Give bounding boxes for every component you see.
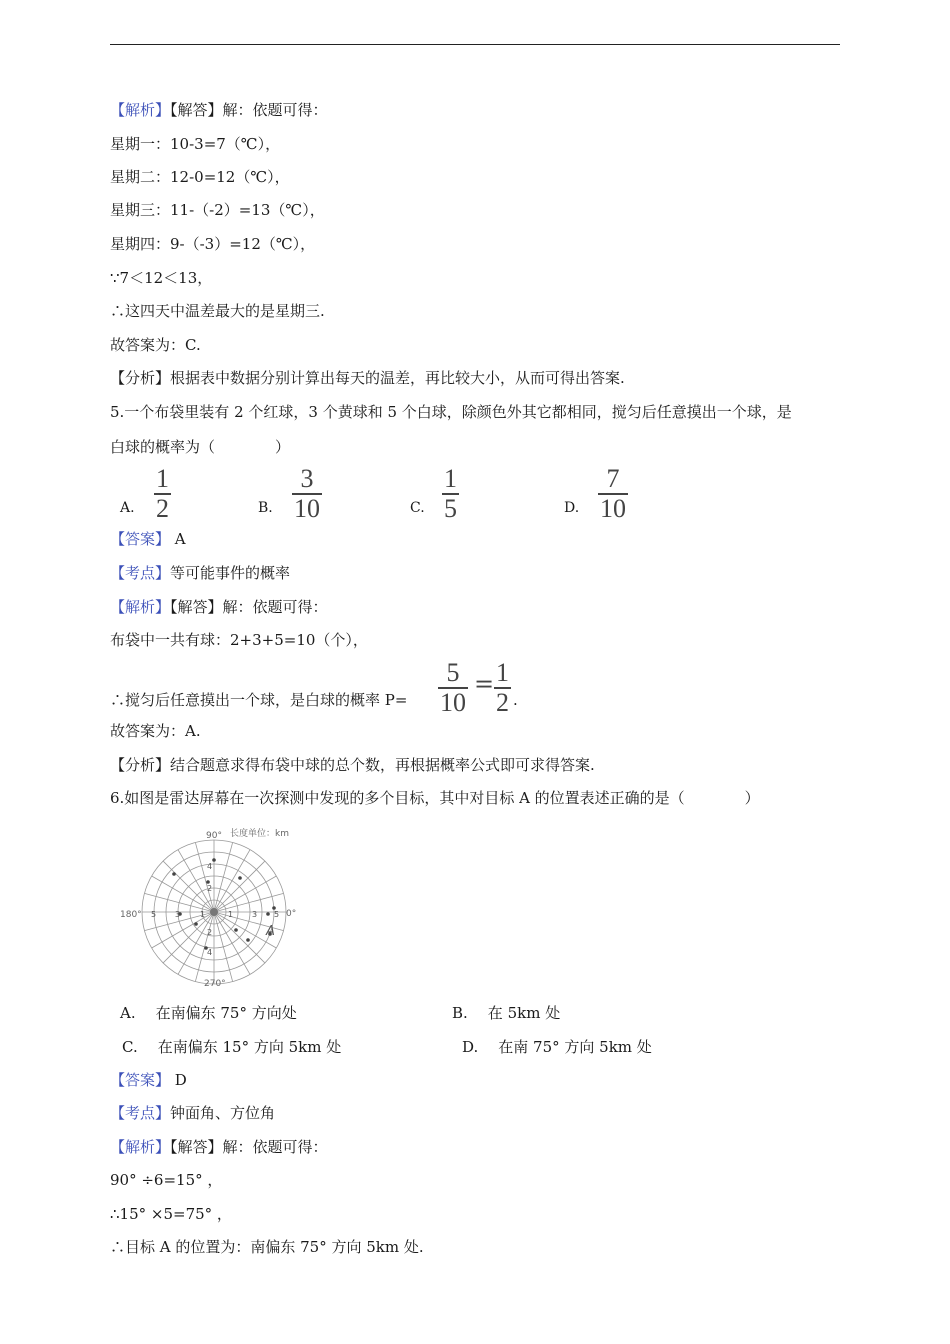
fraction: 7 10: [600, 464, 626, 523]
label-270: 270°: [204, 979, 226, 989]
summary-text: 结合题意求得布袋中球的总个数，再根据概率公式即可求得答案.: [170, 756, 595, 774]
solution-line-multiplication: ∴15° ×5=75° ，: [110, 1205, 232, 1223]
solution-line-division: 90° ÷6=15° ，: [110, 1171, 223, 1189]
radar-figure: [118, 822, 318, 992]
radar-target-dot: [194, 922, 198, 926]
q6-option-d: D. 在南 75° 方向 5km 处: [462, 1038, 652, 1056]
question-5-stem-cont: 白球的概率为（ ）: [110, 438, 291, 456]
summary-tag: 【分析】: [110, 756, 171, 774]
radar-target-dot: [246, 938, 250, 942]
header-rule: [110, 44, 840, 45]
fraction: 1 2: [496, 658, 509, 717]
radar-center: [210, 908, 218, 916]
v-label-2-bottom: 2: [207, 928, 213, 937]
solution-line-conclusion: ∴目标 A 的位置为：南偏东 75° 方向 5km 处.: [110, 1238, 424, 1256]
solution-line-answer: 故答案为：C.: [110, 336, 201, 354]
question-6-answer: [110, 1070, 187, 1090]
answer-value: D: [174, 1071, 187, 1089]
v-label-4-bottom: 4: [207, 948, 213, 957]
analysis-tag: 【解析】: [110, 598, 171, 616]
solution-line-thursday: 星期四：9-（-3）=12（℃），: [110, 235, 316, 253]
radar-spoke: [214, 912, 250, 974]
radar-target-dot: [238, 876, 242, 880]
solution-tag: 【解答】: [170, 101, 223, 119]
point-tag: 【考点】: [110, 1104, 171, 1122]
fraction: 1 5: [444, 464, 457, 523]
radar-target-dot: [172, 872, 176, 876]
v-label-4-top: 4: [207, 862, 213, 871]
solution-tag: 【解答】: [170, 598, 223, 616]
fraction: 5 10: [440, 658, 466, 717]
analysis-line: [110, 100, 328, 120]
q6-option-a: A. 在南偏东 75° 方向处: [120, 1004, 297, 1022]
solution-text: 解：依题可得：: [222, 1138, 328, 1156]
question-5-answer: [110, 529, 186, 549]
summary-tag: 【分析】: [110, 369, 171, 387]
point-value: 等可能事件的概率: [170, 564, 291, 582]
solution-text: 解：依题可得：: [222, 101, 328, 119]
answer-tag: 【答案】: [110, 530, 171, 548]
solution-tag: 【解答】: [170, 1138, 223, 1156]
solution-line-conclusion: ∴这四天中温差最大的是星期三.: [110, 302, 325, 320]
label-180: 180°: [120, 910, 142, 920]
analysis-summary-line: [110, 755, 595, 775]
answer-value: A: [174, 530, 186, 548]
target-a-label: A: [266, 924, 275, 939]
analysis-tag: 【解析】: [110, 101, 171, 119]
analysis-tag: 【解析】: [110, 1138, 171, 1156]
radar-spoke: [214, 912, 265, 963]
radar-spoke: [178, 912, 214, 974]
radar-target-dot: [234, 928, 238, 932]
question-5-stem: 5.一个布袋里装有 2 个红球，3 个黄球和 5 个白球，除颜色外其它都相同，搅匀后任意摸出一个球，是: [110, 403, 792, 421]
label-0: 0°: [286, 909, 297, 919]
solution-line-answer: 故答案为：A.: [110, 722, 201, 740]
ring-label-5-right: 5: [274, 910, 280, 919]
solution-line-wednesday: 星期三：11-（-2）=13（℃），: [110, 201, 325, 219]
radar-spoke: [214, 861, 265, 912]
point-value: 钟面角、方位角: [170, 1104, 276, 1122]
fraction: 1 2: [156, 464, 169, 523]
radar-spoke: [214, 876, 276, 912]
q6-option-b: B. 在 5km 处: [452, 1004, 561, 1022]
solution-text: 解：依题可得：: [222, 598, 328, 616]
question-5-point: [110, 563, 290, 583]
solution-line-monday: 星期一：10-3=7（℃），: [110, 135, 281, 153]
answer-tag: 【答案】: [110, 1071, 171, 1089]
radar-svg: [118, 822, 318, 992]
solution-line-total: 布袋中一共有球：2+3+5=10（个），: [110, 631, 368, 649]
ring-label-1-left: 1: [200, 910, 206, 919]
solution-line-compare: ∵7＜12＜13，: [110, 269, 213, 287]
radar-target-dot: [212, 858, 216, 862]
ring-label-5-left: 5: [151, 910, 157, 919]
radar-spoke: [214, 850, 250, 912]
q6-option-c: C. 在南偏东 15° 方向 5km 处: [122, 1038, 342, 1056]
analysis-summary-line: [110, 368, 625, 388]
label-90: 90°: [206, 831, 222, 841]
question-6-point: [110, 1103, 275, 1123]
unit-label: 长度单位：km: [230, 829, 289, 839]
summary-text: 根据表中数据分别计算出每天的温差，再比较大小，从而可得出答案.: [170, 369, 625, 387]
ring-label-1-right: 1: [228, 910, 234, 919]
question-5-analysis: [110, 597, 328, 617]
v-label-2-top: 2: [207, 884, 213, 893]
ring-label-3-left: 3: [175, 910, 181, 919]
question-6-analysis: [110, 1137, 328, 1157]
radar-spoke: [152, 876, 214, 912]
radar-target-dot: [266, 912, 270, 916]
point-tag: 【考点】: [110, 564, 171, 582]
solution-line-tuesday: 星期二：12-0=12（℃），: [110, 168, 290, 186]
question-6-stem: 6.如图是雷达屏幕在一次探测中发现的多个目标，其中对目标 A 的位置表述正确的是（ ）: [110, 789, 760, 807]
ring-label-3-right: 3: [252, 910, 258, 919]
fraction: 3 10: [294, 464, 320, 523]
